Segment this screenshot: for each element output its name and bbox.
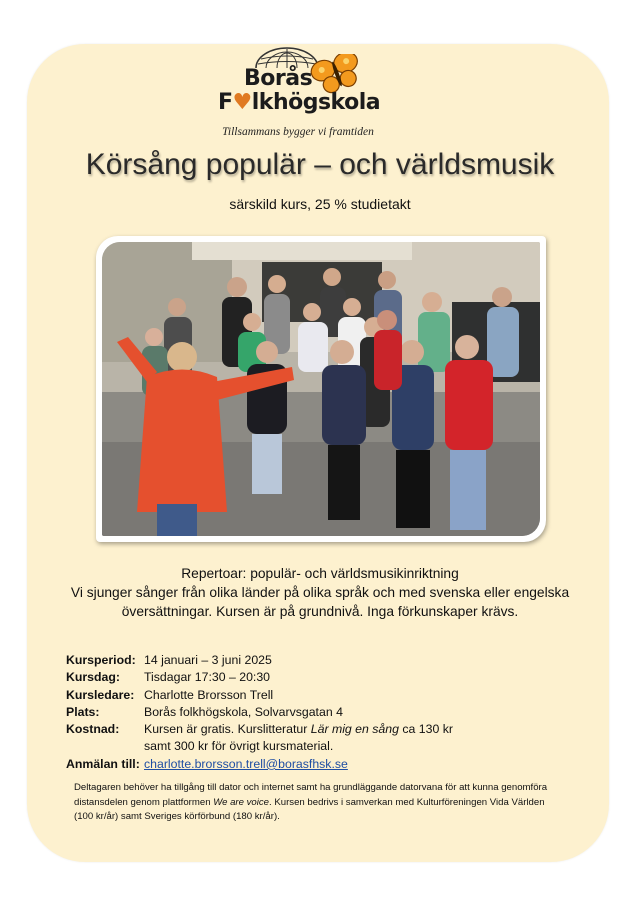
logo-tagline: Tillsammans bygger vi framtiden: [222, 126, 374, 138]
description-line-1: Repertoar: populär- och världsmusikinriktning: [181, 566, 459, 581]
signup-email-link[interactable]: charlotte.brorsson.trell@borasfhsk.se: [144, 756, 348, 771]
day-label: Kursdag:: [66, 670, 120, 685]
description-line-3: översättningar. Kursen är på grundnivå. Inga förkunskaper krävs.: [121, 604, 519, 619]
footer-line-1: Deltagaren behöver ha tillgång till dator och internet samt ha grundläggande datorvana för att kunna genomföra: [74, 782, 548, 793]
detail-row-leader: [66, 687, 453, 704]
book-title: Lär mig en sång: [310, 722, 399, 737]
school-logo: [214, 46, 384, 146]
period-value: 14 januari – 3 juni 2025: [144, 653, 272, 667]
cost-label: Kostnad:: [66, 722, 120, 737]
place-value: Borås folkhögskola, Solvarvsgatan 4: [144, 704, 343, 719]
logo-line-1: Borås: [244, 66, 313, 91]
page-title: Körsång populär – och världsmusik: [85, 148, 555, 181]
course-description: [40, 564, 600, 621]
day-value: Tisdagar 17:30 – 20:30: [144, 670, 271, 685]
choir-photo-frame: [96, 236, 546, 542]
logo-line-2: F♥lkhögskola: [218, 90, 381, 115]
heart-icon: ♥: [232, 90, 252, 115]
footer-note: [74, 781, 574, 825]
cost-value: Kursen är gratis. Kurslitteratur Lär mig en sång ca 130 kr samt 300 kr för övrigt kursmaterial.: [144, 722, 453, 754]
page-subtitle: särskild kurs, 25 % studietakt: [229, 196, 411, 212]
place-label: Plats:: [66, 704, 100, 719]
period-label: Kursperiod:: [66, 653, 136, 667]
detail-row-day: [66, 669, 453, 686]
leader-label: Kursledare:: [66, 687, 135, 702]
course-details: [66, 652, 453, 773]
footer-line-3: (100 kr/år) samt Sveriges körförbund (180 kr/år).: [74, 811, 280, 822]
description-line-2: Vi sjunger sånger från olika länder på olika språk och med svenska eller engelska: [70, 585, 570, 600]
butterfly-icon: [310, 54, 364, 94]
footer-line-2: distansdelen genom plattformen We are voice. Kursen bedrivs i samverkan med Kulturföreningen Vida Världen: [74, 796, 545, 808]
detail-row-cost: [66, 721, 453, 756]
leader-value: Charlotte Brorsson Trell: [144, 687, 274, 702]
platform-name: We are voice: [213, 796, 270, 808]
choir-photo: [102, 242, 540, 536]
signup-label: Anmälan till:: [66, 756, 140, 771]
detail-row-signup: [66, 756, 453, 773]
detail-row-place: [66, 704, 453, 721]
detail-row-period: [66, 652, 453, 669]
